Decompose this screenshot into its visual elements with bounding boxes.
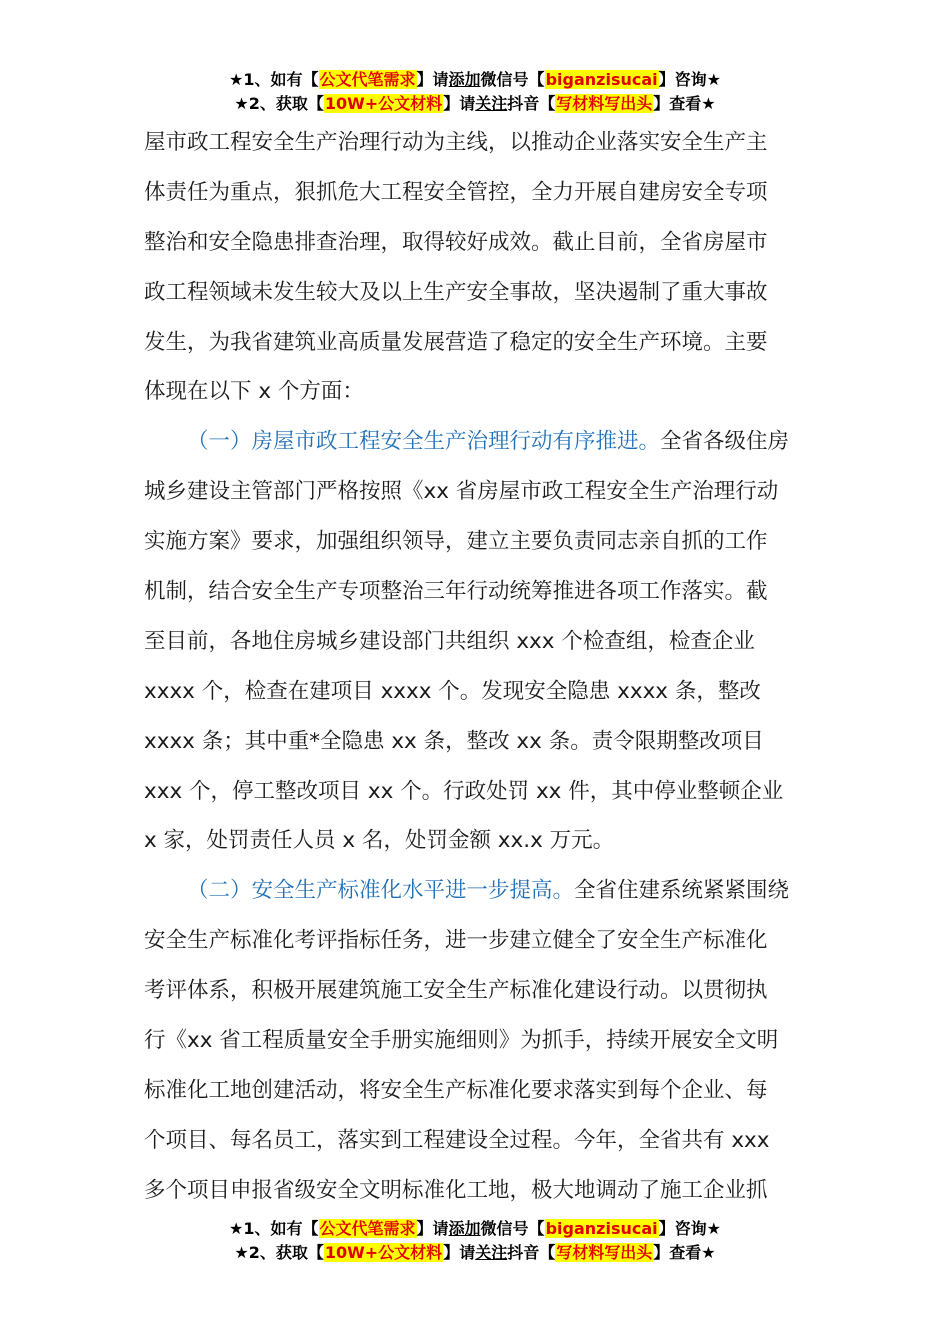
text-span: 全省各级住房 [660, 429, 790, 455]
banner-text: 】查看★ [653, 1243, 716, 1262]
banner-text: 】请 [443, 94, 476, 113]
banner-text: 】咨询★ [658, 70, 721, 89]
banner-text: 】咨询★ [658, 1219, 721, 1238]
banner-underline: 关注 [475, 94, 508, 113]
text-line: 行《xx 省工程质量安全手册实施细则》为抓手，持续开展安全文明 [144, 1028, 779, 1054]
banner-text: ★1、如有【 [229, 1219, 319, 1238]
banner-text: ★2、获取【 [234, 1243, 324, 1262]
banner-text: ★2、获取【 [234, 94, 324, 113]
banner-text: 微信号【 [480, 1219, 545, 1238]
banner-text: 微信号【 [480, 70, 545, 89]
text-line: 机制，结合安全生产专项整治三年行动统筹推进各项工作落实。截 [144, 579, 768, 605]
text-line: 考评体系，积极开展建筑施工安全生产标准化建设行动。以贯彻执 [144, 978, 768, 1004]
banner-text: 】查看★ [653, 94, 716, 113]
banner-highlight: 10W+公文材料 [324, 1243, 443, 1262]
text-line: xxx 个，停工整改项目 xx 个。行政处罚 xx 件，其中停业整顿企业 [144, 778, 784, 804]
banner-underline: 添加 [448, 1219, 481, 1238]
text-line: 多个项目申报省级安全文明标准化工地，极大地调动了施工企业抓 [144, 1177, 768, 1203]
document-body [144, 118, 809, 1216]
banner-highlight: 写材料写出头 [556, 1243, 653, 1262]
text-span: 全省住建系统紧紧围绕 [574, 878, 790, 904]
text-line: 至目前，各地住房城乡建设部门共组织 xxx 个检查组，检查企业 [144, 628, 755, 654]
text-line: 体责任为重点，狠抓危大工程安全管控，全力开展自建房安全专项 [144, 179, 768, 205]
banner-text: 】请 [416, 70, 449, 89]
banner-text: 】请 [443, 1243, 476, 1262]
banner-line-1 [0, 1217, 950, 1241]
banner-highlight: 公文代笔需求 [319, 70, 416, 89]
banner-text: 抖音【 [507, 94, 556, 113]
banner-highlight: 公文代笔需求 [319, 1219, 416, 1238]
banner-underline: 关注 [475, 1243, 508, 1262]
section-heading-1: （一）房屋市政工程安全生产治理行动有序推进。 [187, 429, 661, 455]
banner-underline: 添加 [448, 70, 481, 89]
text-line: 整治和安全隐患排查治理，取得较好成效。截止目前，全省房屋市 [144, 229, 768, 255]
banner-highlight: biganzisucai [545, 1219, 658, 1238]
banner-text: 抖音【 [507, 1243, 556, 1262]
text-line: 政工程领域未发生较大及以上生产安全事故，坚决遏制了重大事故 [144, 279, 768, 305]
banner-text: ★1、如有【 [229, 70, 319, 89]
text-line: 实施方案》要求，加强组织领导，建立主要负责同志亲自抓的工作 [144, 529, 768, 555]
text-line: xxxx 个，检查在建项目 xxxx 个。发现安全隐患 xxxx 条，整改 [144, 678, 761, 704]
text-line: 发生，为我省建筑业高质量发展营造了稳定的安全生产环境。主要 [144, 329, 768, 355]
top-banner [0, 68, 950, 116]
text-line: 城乡建设主管部门严格按照《xx 省房屋市政工程安全生产治理行动 [144, 479, 779, 505]
banner-text: 】请 [416, 1219, 449, 1238]
banner-highlight: biganzisucai [545, 70, 658, 89]
section-heading-2: （二）安全生产标准化水平进一步提高。 [187, 878, 575, 904]
banner-highlight: 10W+公文材料 [324, 94, 443, 113]
banner-line-1 [0, 68, 950, 92]
section-heading-line [144, 417, 809, 467]
text-line: 个项目、每名员工，落实到工程建设全过程。今年，全省共有 xxx [144, 1127, 770, 1153]
text-line: 标准化工地创建活动，将安全生产标准化要求落实到每个企业、每 [144, 1077, 768, 1103]
section-heading-line [144, 866, 809, 916]
text-line: 安全生产标准化考评指标任务，进一步建立健全了安全生产标准化 [144, 928, 768, 954]
text-line: 屋市政工程安全生产治理行动为主线，以推动企业落实安全生产主 [144, 130, 768, 155]
banner-line-2 [0, 1241, 950, 1265]
text-line: xxxx 条；其中重*全隐患 xx 条，整改 xx 条。责令限期整改项目 [144, 728, 764, 754]
banner-line-2 [0, 92, 950, 116]
banner-highlight: 写材料写出头 [556, 94, 653, 113]
text-line: x 家，处罚责任人员 x 名，处罚金额 xx.x 万元。 [144, 828, 615, 854]
bottom-banner [0, 1217, 950, 1265]
text-line: 体现在以下 x 个方面： [144, 379, 364, 405]
